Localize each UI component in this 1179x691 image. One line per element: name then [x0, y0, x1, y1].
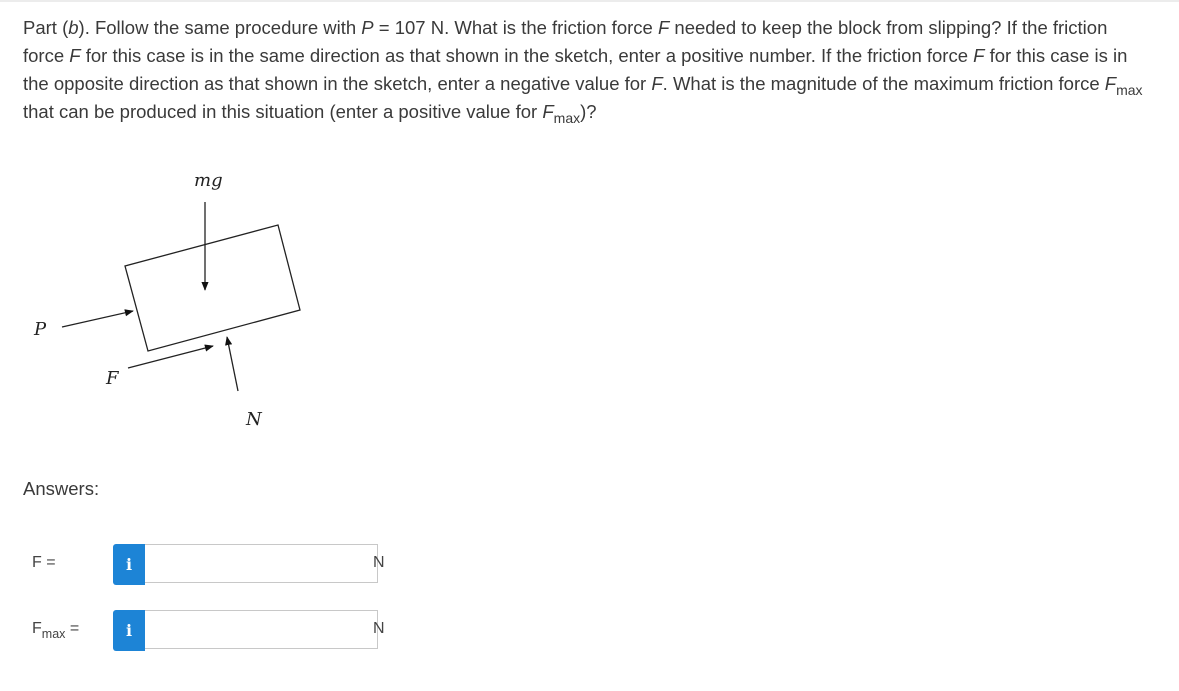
question-p-value: = 107 N. What is the friction force: [373, 17, 658, 38]
label-n: N: [246, 409, 262, 430]
info-button[interactable]: [113, 544, 145, 585]
question-fmax-symbol: F: [542, 101, 554, 122]
info-icon: i: [125, 555, 133, 574]
question-fmax-symbol: F: [1104, 73, 1117, 94]
question-f-symbol: F: [973, 45, 985, 66]
answer-label-f: F =: [32, 554, 56, 571]
unit-label: N: [373, 620, 385, 637]
question-text-1: needed to keep the block from slipping? If the friction force: [23, 17, 1108, 66]
free-body-diagram: [0, 140, 340, 440]
question-text-a: ). Follow the same procedure with: [78, 17, 362, 38]
question-fmax-sub: max: [1116, 82, 1143, 98]
push-arrow: [62, 311, 133, 327]
question-text-6: )?: [580, 101, 597, 122]
answer-input-fmax[interactable]: [145, 610, 378, 649]
question-text-4: . What is the magnitude of the maximum friction force: [662, 73, 1105, 94]
question-p-symbol: P: [361, 17, 374, 38]
question-text-2: for this case is in the same direction as that shown in the sketch, enter a positive number. If the friction force: [80, 45, 974, 66]
info-button[interactable]: [113, 610, 145, 651]
question-f-symbol: F: [651, 73, 663, 94]
label-mg: mg: [194, 170, 223, 191]
question-text-5: that can be produced in this situation (enter a positive value for: [23, 101, 543, 122]
question-text-3: for this case is in the opposite direction as that shown in the sketch, enter a negative value for: [23, 45, 1128, 94]
friction-arrow: [128, 346, 213, 368]
label-f: F: [106, 368, 119, 389]
block: [125, 225, 300, 351]
top-border: [0, 0, 1179, 2]
normal-arrow: [227, 337, 238, 391]
info-icon: i: [125, 621, 133, 640]
question-part-label: Part (: [23, 17, 69, 38]
question-f-symbol: F: [657, 17, 670, 38]
answer-label-fmax: $F_{max}$ =: [32, 620, 80, 641]
label-p: P: [34, 319, 47, 340]
question-fmax-sub: max: [553, 110, 581, 126]
question-f-symbol: F: [69, 45, 81, 66]
answer-row-f: [0, 544, 420, 585]
answer-row-fmax: [0, 610, 420, 651]
question-part-letter: b: [68, 17, 79, 38]
answers-heading: Answers:: [23, 478, 100, 499]
unit-label: N: [373, 554, 385, 571]
answer-input-f[interactable]: [145, 544, 378, 583]
question-text: [23, 14, 1143, 126]
